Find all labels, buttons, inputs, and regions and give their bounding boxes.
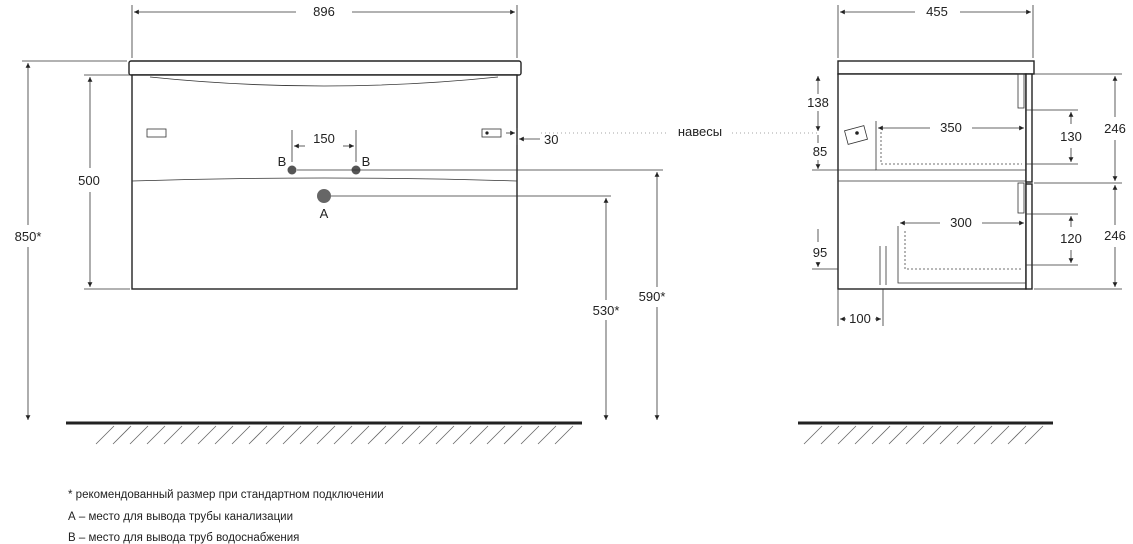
floor-hatch-stroke xyxy=(232,426,250,444)
floor-hatch-stroke xyxy=(147,426,165,444)
floor-hatch-stroke xyxy=(368,426,386,444)
floor-hatch-stroke xyxy=(402,426,420,444)
floor-hatch-stroke xyxy=(181,426,199,444)
floor-hatch-stroke xyxy=(470,426,488,444)
side-dim-85: 85 xyxy=(812,144,828,159)
floor-hatch-stroke xyxy=(555,426,573,444)
front-label-b-right: B xyxy=(361,154,371,169)
floor-hatch-stroke xyxy=(906,426,924,444)
floor-hatch-stroke xyxy=(249,426,267,444)
side-dim-95: 95 xyxy=(812,245,828,260)
front-floor-hatch xyxy=(96,426,573,444)
side-dim-100: 100 xyxy=(849,311,871,326)
floor-hatch-stroke xyxy=(334,426,352,444)
side-floor-hatch xyxy=(804,426,1043,444)
side-dim-138: 138 xyxy=(807,95,829,110)
floor-hatch-stroke xyxy=(804,426,822,444)
floor-hatch-stroke xyxy=(940,426,958,444)
side-countertop xyxy=(838,61,1034,74)
front-view xyxy=(15,4,818,444)
note-recommended: * рекомендованный размер при стандартном подключении xyxy=(68,489,384,501)
front-facade-dim: 500 xyxy=(78,173,100,188)
floor-hatch-stroke xyxy=(351,426,369,444)
floor-hatch-stroke xyxy=(487,426,505,444)
front-height-dim: 850* xyxy=(14,229,42,244)
note-a: А – место для вывода трубы канализации xyxy=(68,511,294,523)
side-facade-top xyxy=(1026,74,1032,182)
side-depth-dim: 455 xyxy=(926,4,948,19)
side-dim-246-bottom: 246 xyxy=(1104,228,1126,243)
side-dim-130: 130 xyxy=(1060,129,1082,144)
floor-hatch-stroke xyxy=(130,426,148,444)
floor-hatch-stroke xyxy=(538,426,556,444)
floor-hatch-stroke xyxy=(1025,426,1043,444)
front-pipe-spacing-dim: 150 xyxy=(313,131,335,146)
floor-hatch-stroke xyxy=(504,426,522,444)
floor-hatch-stroke xyxy=(419,426,437,444)
front-label-a: A xyxy=(319,206,329,221)
floor-hatch-stroke xyxy=(957,426,975,444)
note-b: В – место для вывода труб водоснабжения xyxy=(68,532,300,544)
front-pipe-a xyxy=(317,189,331,203)
floor-hatch-stroke xyxy=(317,426,335,444)
floor-hatch-stroke xyxy=(1008,426,1026,444)
floor-hatch-stroke xyxy=(521,426,539,444)
floor-hatch-stroke xyxy=(164,426,182,444)
side-view xyxy=(678,4,1126,444)
floor-hatch-stroke xyxy=(889,426,907,444)
floor-hatch-stroke xyxy=(974,426,992,444)
side-dim-300: 300 xyxy=(950,215,972,230)
side-hangers-label: навесы xyxy=(677,124,723,139)
floor-hatch-stroke xyxy=(821,426,839,444)
side-cabinet-body xyxy=(838,74,1026,289)
side-facade-bottom xyxy=(1026,184,1032,289)
front-pipe-b-left xyxy=(288,166,297,175)
floor-hatch-stroke xyxy=(855,426,873,444)
floor-hatch-stroke xyxy=(198,426,216,444)
floor-hatch-stroke xyxy=(215,426,233,444)
floor-hatch-stroke xyxy=(923,426,941,444)
notes xyxy=(68,489,384,544)
front-cabinet-body xyxy=(132,75,517,289)
floor-hatch-stroke xyxy=(838,426,856,444)
floor-hatch-stroke xyxy=(300,426,318,444)
front-countertop xyxy=(129,61,521,75)
floor-hatch-stroke xyxy=(872,426,890,444)
front-height-b-dim: 590* xyxy=(638,289,666,304)
front-hanger-offset-dim: 30 xyxy=(544,132,559,147)
floor-hatch-stroke xyxy=(266,426,284,444)
side-dim-350: 350 xyxy=(940,120,962,135)
floor-hatch-stroke xyxy=(385,426,403,444)
side-dim-120: 120 xyxy=(1060,231,1082,246)
floor-hatch-stroke xyxy=(96,426,114,444)
floor-hatch-stroke xyxy=(453,426,471,444)
floor-hatch-stroke xyxy=(436,426,454,444)
floor-hatch-stroke xyxy=(283,426,301,444)
floor-hatch-stroke xyxy=(991,426,1009,444)
side-dim-246-top: 246 xyxy=(1104,121,1126,136)
front-label-b-left: B xyxy=(277,154,287,169)
floor-hatch-stroke xyxy=(113,426,131,444)
front-width-dim: 896 xyxy=(313,4,335,19)
front-height-a-dim: 530* xyxy=(592,303,620,318)
